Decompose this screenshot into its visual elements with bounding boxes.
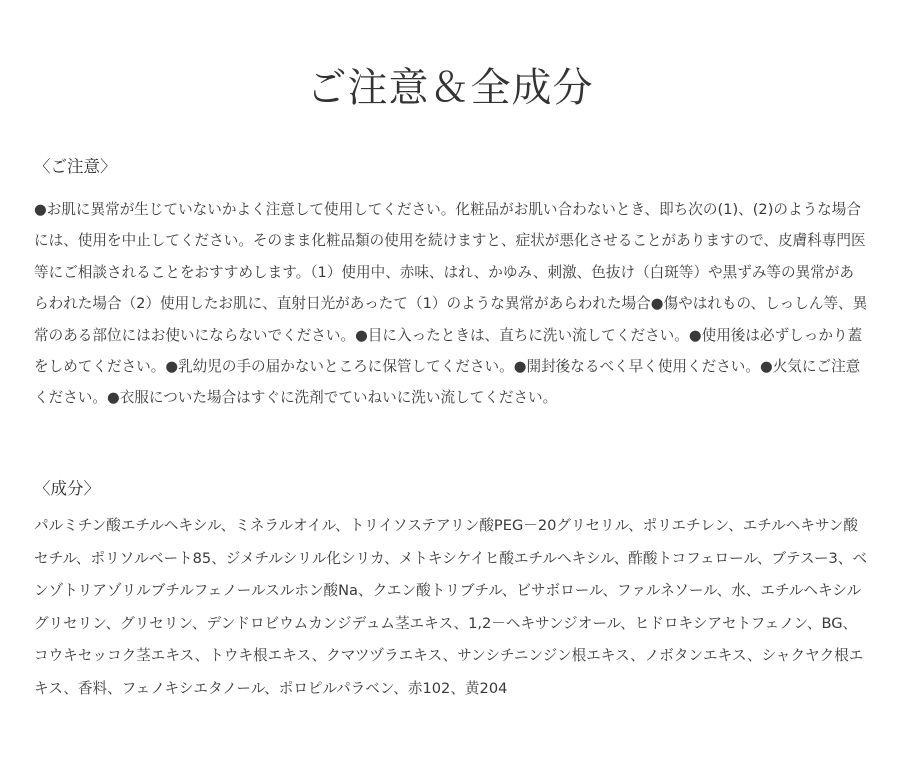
ingredients-text: パルミチン酸エチルヘキシル、ミネラルオイル、トリイソステアリン酸PEG－20グリセリル、ポリエチレン、エチルヘキサン酸セチル、ポリソルベート85、ジメチルシリル化シリカ、メトキシケイヒ酸エチルヘキシル、酢酸トコフェロール、ブテスー3、ベンゾトリアゾリルブチルフェノールスルホン酸Na、クエン酸トリブチル、ビサボロール、ファルネソール、水、エチルヘキシルグリセリン、グリセリン、デンドロビウムカンジデュム茎エキス、1,2－ヘキサンジオール、ヒドロキシアセトフェノン、BG、コウキセッコク茎エキス、トウキ根エキス、クマツヅラエキス、サンシチニンジン根エキス、ノボタンエキス、シャクヤク根エキス、香料、フェノキシエタノール、ポロピルパラベン、赤102、黄204 — [34, 517, 867, 697]
page-title: ご注意＆全成分 — [306, 65, 594, 111]
caution-heading: 〈ご注意〉 — [34, 157, 117, 176]
caution-text: ●お肌に異常が生じていないかよく注意して使用してください。化粧品がお肌い合わないとき、即ち次の(1)、(2)のような場合には、使用を中止してください。そのまま化粧品類の使用を続けますと、症状が悪化させることがありますので、皮膚科専門医等にご相談されることをおすすめします。（1）使用中、赤味、はれ、かゆみ、刺激、色抜け（白斑等）や黒ずみ等の異常があらわれた場合（2）使用したお肌に、直射日光があったて（1）のような異常があらわれた場合●傷やはれもの、しっしん等、異常のある部位にはお使いにならないでください。●目に入ったときは、直ちに洗い流してください。●使用後は必ずしっかり蓋をしめてください。●乳幼児の手の届かないところに保管してください。●開封後なるべく早く使用ください。●火気にご注意ください。●衣服についた場合はすぐに洗剤でていねいに洗い流してください。 — [34, 201, 868, 407]
ingredients-heading: 〈成分〉 — [34, 479, 100, 498]
